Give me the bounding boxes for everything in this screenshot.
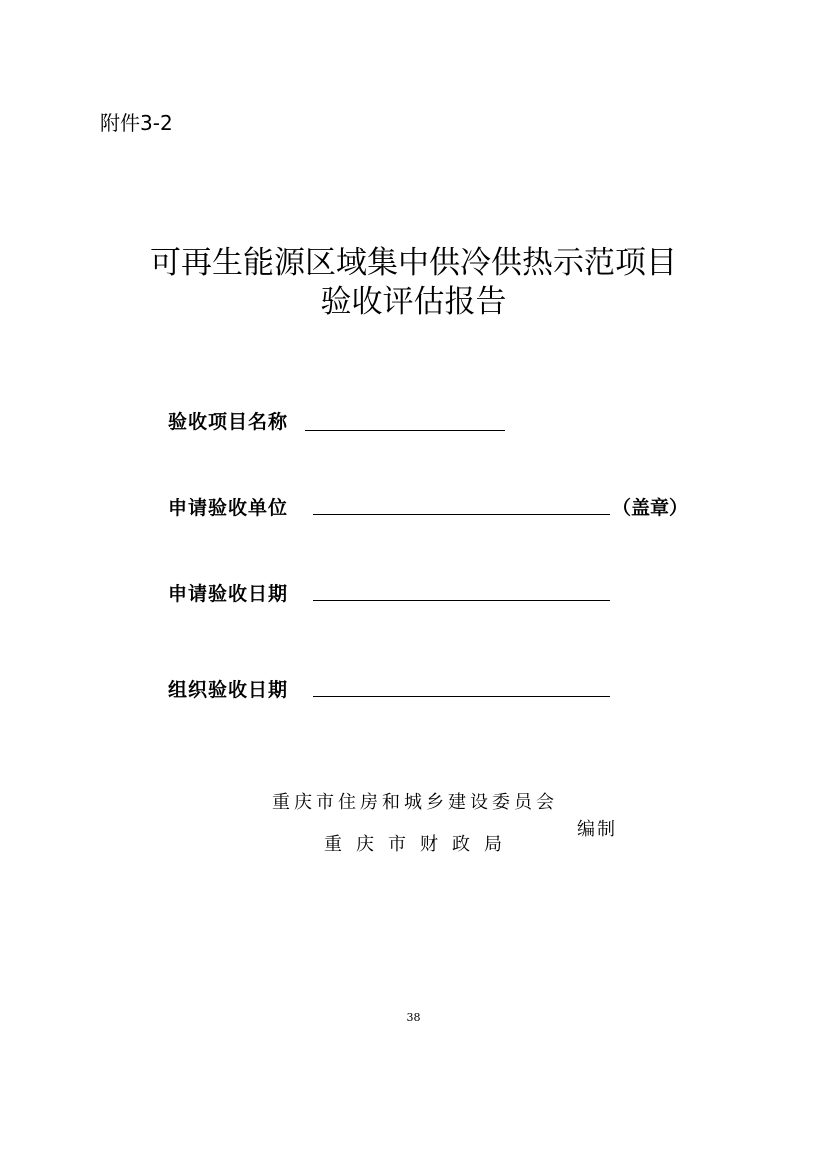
seal-note: （盖章） (612, 497, 689, 519)
attachment-number: 附件3-2 (100, 111, 173, 135)
page-number: 38 (406, 1011, 421, 1024)
document-title-line1: 可再生能源区域集中供冷供热示范项目 (150, 245, 677, 281)
compiled-by-label: 编制 (577, 819, 617, 840)
field-line-project-name[interactable] (305, 430, 505, 431)
document-title-line2: 验收评估报告 (320, 284, 507, 320)
field-line-acceptance-date[interactable] (313, 696, 610, 697)
field-label-acceptance-date: 组织验收日期 (168, 679, 289, 701)
field-label-application-date: 申请验收日期 (168, 583, 289, 605)
field-line-applicant-unit[interactable] (313, 514, 610, 515)
issuer-finance-bureau: 重庆市财政局 (324, 834, 516, 855)
field-line-application-date[interactable] (313, 600, 610, 601)
field-label-applicant-unit: 申请验收单位 (168, 497, 289, 519)
field-label-project-name: 验收项目名称 (168, 411, 289, 433)
issuer-housing-commission: 重庆市住房和城乡建设委员会 (272, 792, 558, 813)
